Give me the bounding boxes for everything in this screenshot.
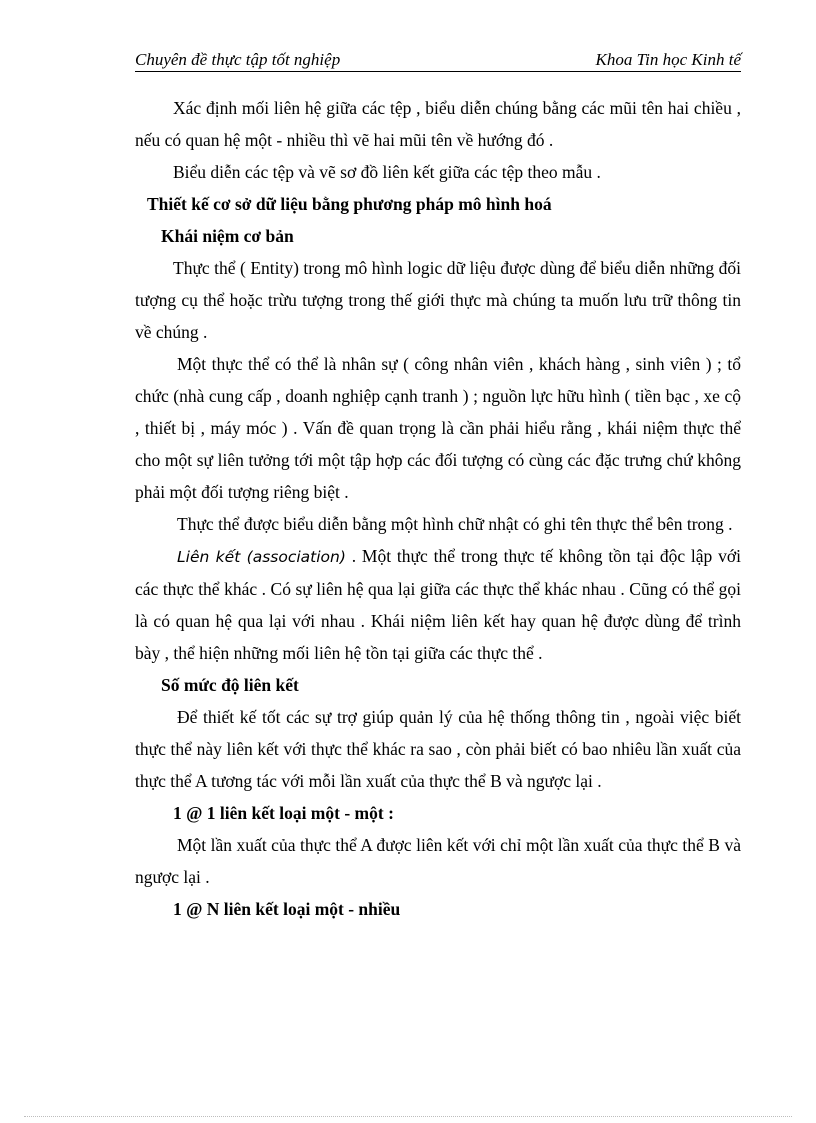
heading-one-to-one: 1 @ 1 liên kết loại một - một :	[173, 803, 394, 823]
paragraph-link-degree: Để thiết kế tốt các sự trợ giúp quản lý của hệ thống thông tin , ngoài việc biết thực thể này liên kết với thực thể khác ra sao , còn phải biết có bao nhiêu lần xuất của thực thể A tương tác với mỗi lần xuất của thực thể B và ngược lại .	[135, 707, 741, 791]
heading-link-degree: Số mức độ liên kết	[161, 675, 299, 695]
paragraph-association	[135, 540, 741, 669]
paragraph-one-to-one: Một lần xuất của thực thể A được liên kết với chỉ một lần xuất của thực thể B và ngược lại .	[135, 835, 741, 887]
page-header	[135, 49, 741, 72]
header-right-title: Khoa Tin học Kinh tế	[595, 50, 741, 69]
paragraph-entity-rectangle: Thực thể được biểu diễn bằng một hình chữ nhật có ghi tên thực thể bên trong .	[177, 514, 733, 534]
header-left-title: Chuyên đề thực tập tốt nghiệp	[135, 50, 341, 69]
heading-basic-concepts: Khái niệm cơ bản	[161, 226, 294, 246]
association-term: Liên kết (association)	[177, 548, 346, 566]
document-body	[135, 92, 741, 925]
paragraph-represent-files: Biểu diễn các tệp và vẽ sơ đồ liên kết giữa các tệp theo mẫu .	[173, 162, 601, 182]
paragraph-entity-definition: Thực thể ( Entity) trong mô hình logic dữ liệu được dùng để biểu diễn những đối tượng cụ thể hoặc trừu tượng trong thế giới thực mà chúng ta muốn lưu trữ thông tin về chúng .	[135, 258, 741, 342]
paragraph-file-relationships: Xác định mối liên hệ giữa các tệp , biểu diễn chúng bằng các mũi tên hai chiều , nếu có quan hệ một - nhiều thì vẽ hai mũi tên về hướng đó .	[135, 98, 741, 150]
heading-one-to-many: 1 @ N liên kết loại một - nhiều	[173, 899, 401, 919]
paragraph-entity-examples: Một thực thể có thể là nhân sự ( công nhân viên , khách hàng , sinh viên ) ; tổ chức (nhà cung cấp , doanh nghiệp cạnh tranh ) ; nguồn lực hữu hình ( tiền bạc , xe cộ , thiết bị , máy móc ) . Vấn đề quan trọng là cần phải hiểu rằng , khái niệm thực thể cho một sự liên tưởng tới một tập hợp các đối tượng có cùng các đặc trưng chứ không phải một đối tượng riêng biệt .	[135, 354, 741, 502]
association-text: . Một thực thể trong thực tế không tồn tại độc lập với các thực thể khác . Có sự liên hệ qua lại giữa các thực thể khác nhau . Cũng có thể gọi là có quan hệ qua lại với nhau . Khái niệm liên kết hay quan hệ được dùng để trình bày , thể hiện những mối liên hệ tồn tại giữa các thực thể .	[135, 546, 741, 663]
page-bottom-divider	[24, 1116, 792, 1117]
heading-database-design: Thiết kế cơ sở dữ liệu bằng phương pháp mô hình hoá	[147, 194, 552, 214]
